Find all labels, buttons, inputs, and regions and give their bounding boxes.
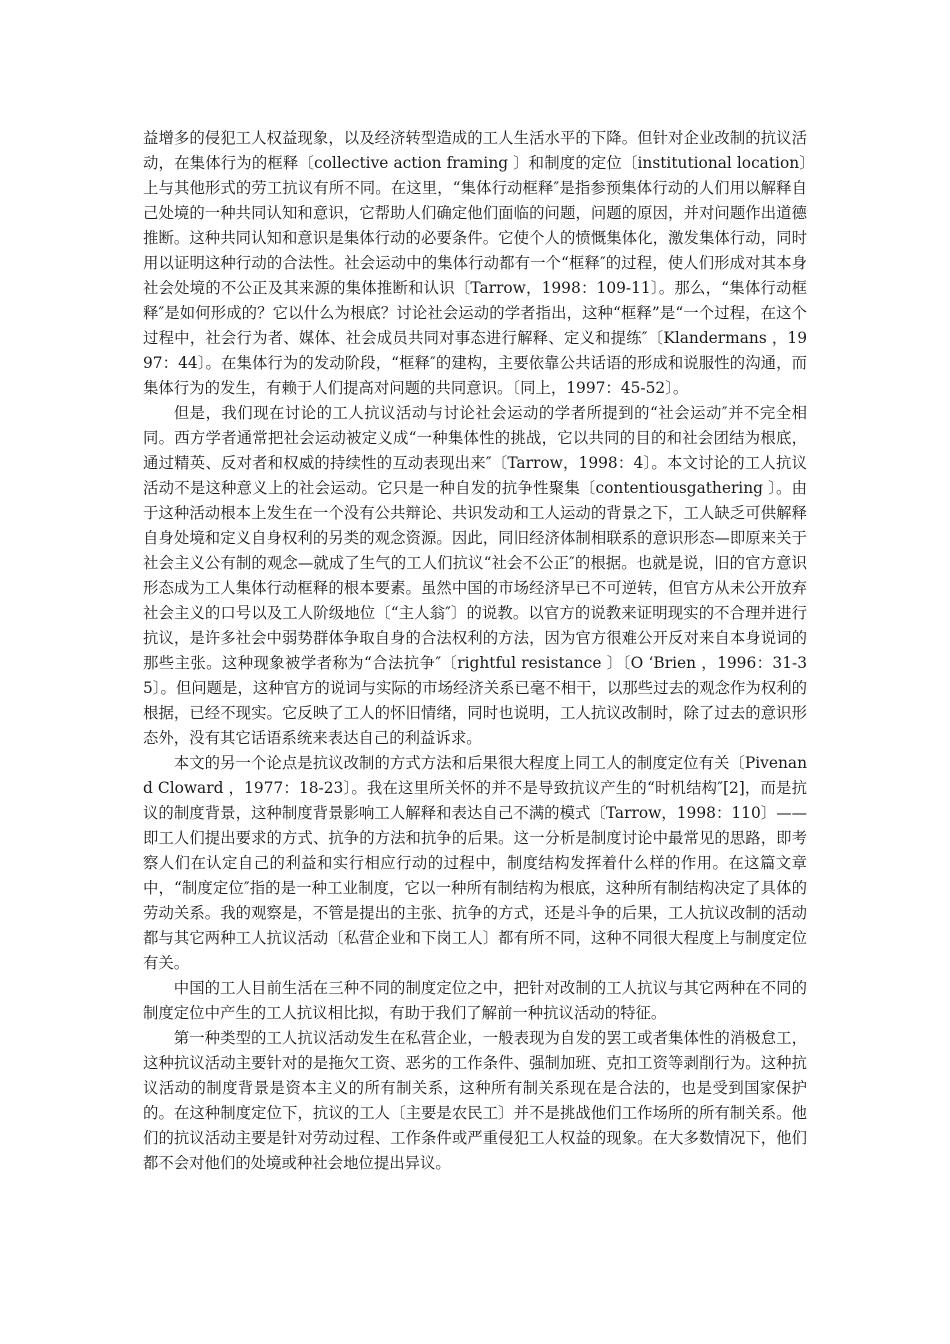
paragraph-3: 本文的另一个论点是抗议改制的方式方法和后果很大程度上同工人的制度定位有关〔Pivenand Cloward ，1977：18-23〕。我在这里所关怀的并不是导致抗议产生的“时机结构″[2]，而是抗议的制度背景，这种制度背景影响工人解释和表达自己不满的模式〔Tarrow，1998：110〕——即工人们提出要求的方式、抗争的方法和抗争的后果。这一分析是制度讨论中最常见的思路，即考察人们在认定自己的利益和实行相应行动的过程中，制度结构发挥着什么样的作用。在这篇文章中，“制度定位″指的是一种工业制度，它以一种所有制结构为根底，这种所有制结构决定了具体的劳动关系。我的观察是，不管是提出的主张、抗争的方式，还是斗争的后果，工人抗议改制的活动都与其它两种工人抗议活动〔私营企业和下岗工人〕都有所不同，这种不同很大程度上与制度定位有关。: [143, 754, 807, 972]
paragraph-4: 中国的工人目前生活在三种不同的制度定位之中，把针对改制的工人抗议与其它两种在不同的制度定位中产生的工人抗议相比拟，有助于我们了解前一种抗议活动的特征。: [143, 979, 807, 1022]
paragraph-5: 第一种类型的工人抗议活动发生在私营企业，一般表现为自发的罢工或者集体性的消极怠工，这种抗议活动主要针对的是拖欠工资、恶劣的工作条件、强制加班、克扣工资等剥削行为。这种抗议活动的制度背景是资本主义的所有制关系，这种所有制关系现在是合法的，也是受到国家保护的。在这种制度定位下，抗议的工人〔主要是农民工〕并不是挑战他们工作场所的所有制关系。他们的抗议活动主要是针对劳动过程、工作条件或严重侵犯工人权益的现象。在大多数情况下，他们都不会对他们的处境或种社会地位提出异议。: [143, 1029, 807, 1172]
paragraph-2: 但是，我们现在讨论的工人抗议活动与讨论社会运动的学者所提到的“社会运动″并不完全相同。西方学者通常把社会运动被定义成“一种集体性的挑战，它以共同的目的和社会团结为根底，通过精英、反对者和权威的持续性的互动表现出来″〔Tarrow，1998：4〕。本文讨论的工人抗议活动不是这种意义上的社会运动。它只是一种自发的抗争性聚集〔contentiousgathering 〕。由于这种活动根本上发生在一个没有公共辩论、共识发动和工人运动的背景之下，工人缺乏可供解释自身处境和定义自身权利的另类的观念资源。因此，同旧经济体制相联系的意识形态—即原来关于社会主义公有制的观念—就成了生气的工人们抗议“社会不公正″的根据。也就是说，旧的官方意识形态成为工人集体行动框释的根本要素。虽然中国的市场经济早已不可逆转，但官方从未公开放弃社会主义的口号以及工人阶级地位〔“主人翁″〕的说教。以官方的说教来证明现实的不合理并进行抗议，是许多社会中弱势群体争取自身的合法权利的方法，因为官方很难公开反对来自本身说词的那些主张。这种现象被学者称为“合法抗争″〔rightful resistance 〕〔O ‘Brien ，1996：31-35〕。但问题是，这种官方的说词与实际的市场经济关系已毫不相干，以那些过去的观念作为权利的根据，已经不现实。它反映了工人的怀旧情绪，同时也说明，工人抗议改制时，除了过去的意识形态外，没有其它话语系统来表达自己的利益诉求。: [143, 404, 807, 747]
document-page: [143, 126, 807, 1176]
paragraph-1: 益增多的侵犯工人权益现象，以及经济转型造成的工人生活水平的下降。但针对企业改制的抗议活动，在集体行为的框释〔collective action framing 〕和制度的定位〔institutional location〕上与其他形式的劳工抗议有所不同。在这里，“集体行动框释″是指参预集体行动的人们用以解释自己处境的一种共同认知和意识，它帮助人们确定他们面临的问题，问题的原因，并对问题作出道德推断。这种共同认知和意识是集体行动的必要条件。它使个人的愤慨集体化，激发集体行动，同时用以证明这种行动的合法性。社会运动中的集体行动都有一个“框释″的过程，使人们形成对其本身社会处境的不公正及其来源的集体推断和认识〔Tarrow，1998：109-11〕。那么，“集体行动框释″是如何形成的？它以什么为根底？讨论社会运动的学者指出，这种“框释”是“一个过程，在这个过程中，社会行为者、媒体、社会成员共同对事态进行解释、定义和提练″〔Klandermans ，1997：44〕。在集体行为的发动阶段，“框释″的建构，主要依靠公共话语的形成和说服性的沟通，而集体行为的发生，有赖于人们提高对问题的共同意识。〔同上，1997：45-52〕。: [143, 129, 807, 397]
